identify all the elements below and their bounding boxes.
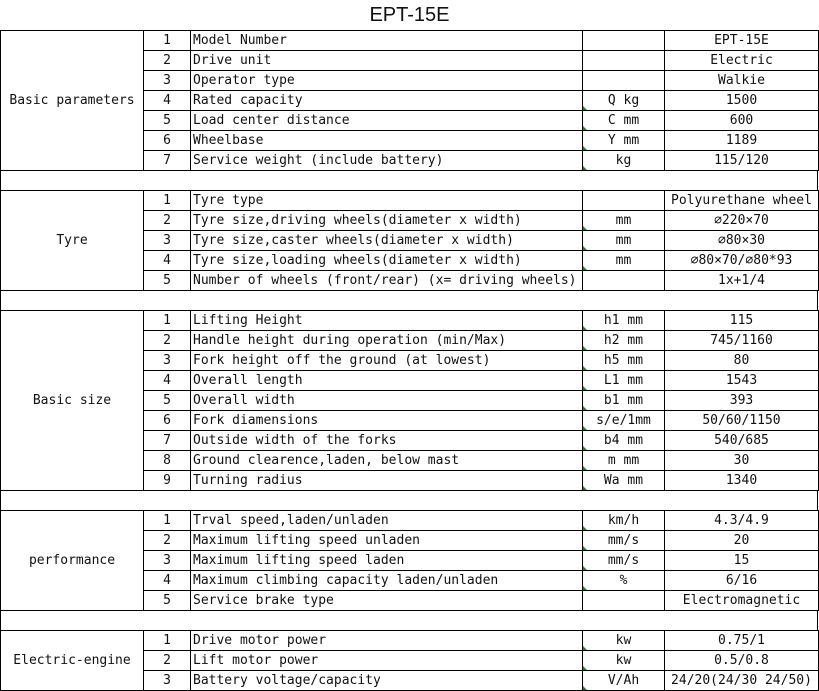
item-cell: Tyre type	[191, 191, 583, 211]
value-cell: 0.75/1	[665, 631, 819, 651]
value-cell: 80	[665, 351, 819, 371]
item-cell: Drive motor power	[191, 631, 583, 651]
value-cell: 1543	[665, 371, 819, 391]
unit-cell: Q kg	[583, 91, 665, 111]
unit-cell: mm	[583, 251, 665, 271]
item-cell: Lift motor power	[191, 651, 583, 671]
unit-cell: s/e/1mm	[583, 411, 665, 431]
item-cell: Service brake type	[191, 591, 583, 611]
item-cell: Model Number	[191, 31, 583, 51]
row-number: 4	[144, 371, 191, 391]
section-label: Electric-engine	[1, 631, 144, 691]
row-number: 3	[144, 551, 191, 571]
table-row	[1, 31, 819, 51]
section-separator	[0, 171, 818, 190]
row-number: 5	[144, 391, 191, 411]
value-cell: 4.3/4.9	[665, 511, 819, 531]
value-cell: 600	[665, 111, 819, 131]
table-row	[1, 311, 819, 331]
row-number: 3	[144, 71, 191, 91]
row-number: 6	[144, 131, 191, 151]
value-cell: 30	[665, 451, 819, 471]
unit-cell: kw	[583, 631, 665, 651]
section-separator	[0, 491, 818, 510]
value-cell: Electric	[665, 51, 819, 71]
value-cell: ⌀220×70	[665, 211, 819, 231]
value-cell: 540/685	[665, 431, 819, 451]
row-number: 2	[144, 531, 191, 551]
item-cell: Maximum lifting speed unladen	[191, 531, 583, 551]
unit-cell	[583, 271, 665, 291]
row-number: 3	[144, 231, 191, 251]
item-cell: Load center distance	[191, 111, 583, 131]
unit-cell	[583, 51, 665, 71]
item-cell: Wheelbase	[191, 131, 583, 151]
value-cell: Polyurethane wheel	[665, 191, 819, 211]
value-cell: Walkie	[665, 71, 819, 91]
value-cell: 1340	[665, 471, 819, 491]
unit-cell: %	[583, 571, 665, 591]
unit-cell: kg	[583, 151, 665, 171]
item-cell: Operator type	[191, 71, 583, 91]
table-row	[1, 511, 819, 531]
item-cell: Service weight (include battery)	[191, 151, 583, 171]
section-separator	[0, 291, 818, 310]
row-number: 1	[144, 511, 191, 531]
item-cell: Fork diamensions	[191, 411, 583, 431]
item-cell: Ground clearence,laden, below mast	[191, 451, 583, 471]
section-table	[0, 310, 819, 491]
row-number: 2	[144, 211, 191, 231]
value-cell: 20	[665, 531, 819, 551]
section-table	[0, 510, 819, 611]
row-number: 8	[144, 451, 191, 471]
value-cell: 1x+1/4	[665, 271, 819, 291]
unit-cell: m mm	[583, 451, 665, 471]
item-cell: Overall length	[191, 371, 583, 391]
item-cell: Tyre size,driving wheels(diameter x width)	[191, 211, 583, 231]
value-cell: 0.5/0.8	[665, 651, 819, 671]
row-number: 5	[144, 271, 191, 291]
section-label: Basic parameters	[1, 31, 144, 171]
row-number: 6	[144, 411, 191, 431]
value-cell: 115/120	[665, 151, 819, 171]
unit-cell: h2 mm	[583, 331, 665, 351]
unit-cell: h1 mm	[583, 311, 665, 331]
item-cell: Fork height off the ground (at lowest)	[191, 351, 583, 371]
row-number: 7	[144, 151, 191, 171]
item-cell: Trval speed,laden/unladen	[191, 511, 583, 531]
unit-cell: km/h	[583, 511, 665, 531]
unit-cell: h5 mm	[583, 351, 665, 371]
unit-cell: mm	[583, 211, 665, 231]
value-cell: 115	[665, 311, 819, 331]
unit-cell	[583, 591, 665, 611]
value-cell: 393	[665, 391, 819, 411]
table-row	[1, 191, 819, 211]
unit-cell: V/Ah	[583, 671, 665, 691]
value-cell: 15	[665, 551, 819, 571]
value-cell: 745/1160	[665, 331, 819, 351]
row-number: 7	[144, 431, 191, 451]
item-cell: Tyre size,loading wheels(diameter x width)	[191, 251, 583, 271]
item-cell: Overall width	[191, 391, 583, 411]
value-cell: 50/60/1150	[665, 411, 819, 431]
item-cell: Turning radius	[191, 471, 583, 491]
item-cell: Number of wheels (front/rear) (x= driving wheels)	[191, 271, 583, 291]
unit-cell: b1 mm	[583, 391, 665, 411]
value-cell: Electromagnetic	[665, 591, 819, 611]
section-separator	[0, 611, 818, 630]
unit-cell	[583, 191, 665, 211]
unit-cell: L1 mm	[583, 371, 665, 391]
row-number: 4	[144, 251, 191, 271]
sheet-title: EPT-15E	[369, 4, 450, 26]
item-cell: Outside width of the forks	[191, 431, 583, 451]
unit-cell: C mm	[583, 111, 665, 131]
unit-cell: Wa mm	[583, 471, 665, 491]
item-cell: Battery voltage/capacity	[191, 671, 583, 691]
unit-cell: kw	[583, 651, 665, 671]
table-row	[1, 631, 819, 651]
row-number: 9	[144, 471, 191, 491]
row-number: 2	[144, 331, 191, 351]
value-cell: 6/16	[665, 571, 819, 591]
value-cell: 1500	[665, 91, 819, 111]
row-number: 4	[144, 91, 191, 111]
value-cell: ⌀80×30	[665, 231, 819, 251]
section-label: performance	[1, 511, 144, 611]
row-number: 1	[144, 191, 191, 211]
section-table	[0, 630, 819, 691]
value-cell: EPT-15E	[665, 31, 819, 51]
item-cell: Maximum climbing capacity laden/unladen	[191, 571, 583, 591]
row-number: 1	[144, 31, 191, 51]
item-cell: Drive unit	[191, 51, 583, 71]
unit-cell	[583, 31, 665, 51]
item-cell: Rated capacity	[191, 91, 583, 111]
section-label: Tyre	[1, 191, 144, 291]
unit-cell: mm	[583, 231, 665, 251]
section-table	[0, 30, 819, 171]
item-cell: Tyre size,caster wheels(diameter x width)	[191, 231, 583, 251]
row-number: 5	[144, 111, 191, 131]
row-number: 1	[144, 631, 191, 651]
row-number: 1	[144, 311, 191, 331]
row-number: 4	[144, 571, 191, 591]
row-number: 5	[144, 591, 191, 611]
row-number: 2	[144, 51, 191, 71]
unit-cell: mm/s	[583, 531, 665, 551]
unit-cell: b4 mm	[583, 431, 665, 451]
value-cell: 24/20(24/30 24/50)	[665, 671, 819, 691]
section-label: Basic size	[1, 311, 144, 491]
unit-cell: Y mm	[583, 131, 665, 151]
value-cell: ⌀80×70/⌀80*93	[665, 251, 819, 271]
section-table	[0, 190, 819, 291]
item-cell: Lifting Height	[191, 311, 583, 331]
item-cell: Handle height during operation (min/Max)	[191, 331, 583, 351]
unit-cell	[583, 71, 665, 91]
item-cell: Maximum lifting speed laden	[191, 551, 583, 571]
unit-cell: mm/s	[583, 551, 665, 571]
row-number: 3	[144, 351, 191, 371]
row-number: 2	[144, 651, 191, 671]
row-number: 3	[144, 671, 191, 691]
value-cell: 1189	[665, 131, 819, 151]
